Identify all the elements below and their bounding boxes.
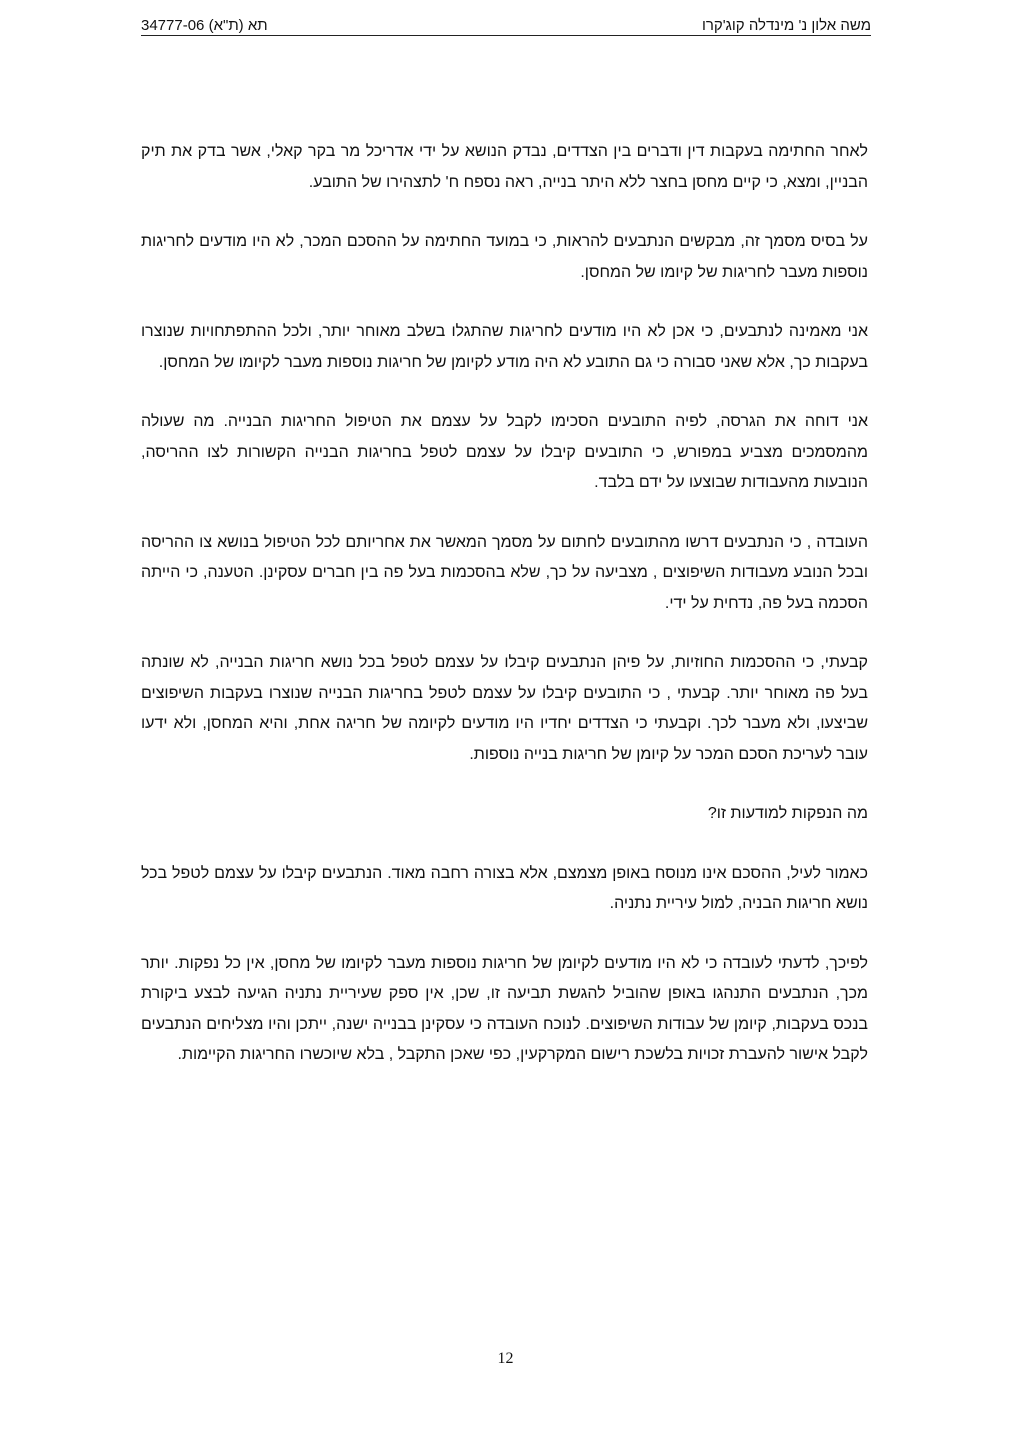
paragraph: לפיכך, לדעתי לעובדה כי לא היו מודעים לקיומן של חריגות נוספות מעבר לקיומו של מחסן, אין כל נפקות. יותר מכך, הנתבעים התנהגו באופן שהוביל להגשת תביעה זו, שכן, אין ספק שעיריית נתניה הגיעה לבצע ביקורת בנכס בעקבות, קיומן של עבודות השיפוצים. לנוכח העובדה כי עסקינן בבנייה ישנה, ייתכן והיו מצליחים הנתבעים לקבל אישור להעברת זכויות בלשכת רישום המקרקעין, כפי שאכן התקבל , בלא שיוכשרו החריגות הקיימות. (141, 954, 868, 1063)
page-header (141, 6, 871, 34)
paragraph: אני דוחה את הגרסה, לפיה התובעים הסכימו לקבל על עצמם את הטיפול החריגות הבנייה. מה שעולה מהמסמכים מצביע במפורש, כי התובעים קיבלו על עצמם לטפל בחריגות הבנייה הקשורות לצו ההריסה, הנובעות מהעבודות שבוצעו על ידם בלבד. (141, 413, 868, 491)
header-case-number: תא (ת"א) 34777-06 (141, 17, 268, 34)
document-body (141, 137, 868, 1100)
paragraph: העובדה , כי הנתבעים דרשו מהתובעים לחתום על מסמך המאשר את אחריותם לכל הטיפול בנושא צו ההריסה ובכל הנובע מעבודות השיפוצים , מצביעה על כך, שלא בהסכמות בעל פה בין חברים עסקינן. הטענה, כי הייתה הסכמה בעל פה, נדחית על ידי. (141, 533, 868, 612)
paragraph: על בסיס מסמך זה, מבקשים הנתבעים להראות, כי במועד החתימה על ההסכם המכר, לא היו מודעים לחריגות נוספות מעבר לחריגות של קיומו של המחסן. (141, 233, 868, 281)
header-divider (141, 35, 871, 36)
paragraph: כאמור לעיל, ההסכם אינו מנוסח באופן מצמצם, אלא בצורה רחבה מאוד. הנתבעים קיבלו על עצמם לטפל בכל נושא חריגות הבניה, למול עיריית נתניה. (141, 864, 868, 912)
page-number: 12 (497, 1350, 514, 1367)
header-parties: משה אלון נ' מינדלה קוג'קרו (701, 17, 871, 34)
paragraph-question: מה הנפקות למודעות זו? (707, 805, 868, 822)
paragraph: לאחר החתימה בעקבות דין ודברים בין הצדדים, נבדק הנושא על ידי אדריכל מר בקר קאלי, אשר בדק את תיק הבניין, ומצא, כי קיים מחסן בחצר ללא היתר בנייה, ראה נספח ח' לתצהירו של התובע. (141, 143, 868, 191)
paragraph: קבעתי, כי ההסכמות החוזיות, על פיהן הנתבעים קיבלו על עצמם לטפל בכל נושא חריגות הבנייה, לא שונתה בעל פה מאוחר יותר. קבעתי , כי התובעים קיבלו על עצמם לטפל בחריגות הבנייה שנוצרו בעקבות השיפוצים שביצעו, ולא מעבר לכך. וקבעתי כי הצדדים יחדיו היו מודעים לקיומה של חריגה אחת, והיא המחסן, ולא ידעו עובר לעריכת הסכם המכר על קיומן של חריגות בנייה נוספות. (141, 654, 868, 763)
paragraph: אני מאמינה לנתבעים, כי אכן לא היו מודעים לחריגות שהתגלו בשלב מאוחר יותר, ולכל ההתפתחויות שנוצרו בעקבות כך, אלא שאני סבורה כי גם התובע לא היה מודע לקיומן של חריגות נוספות מעבר לקיומו של המחסן. (141, 323, 868, 371)
